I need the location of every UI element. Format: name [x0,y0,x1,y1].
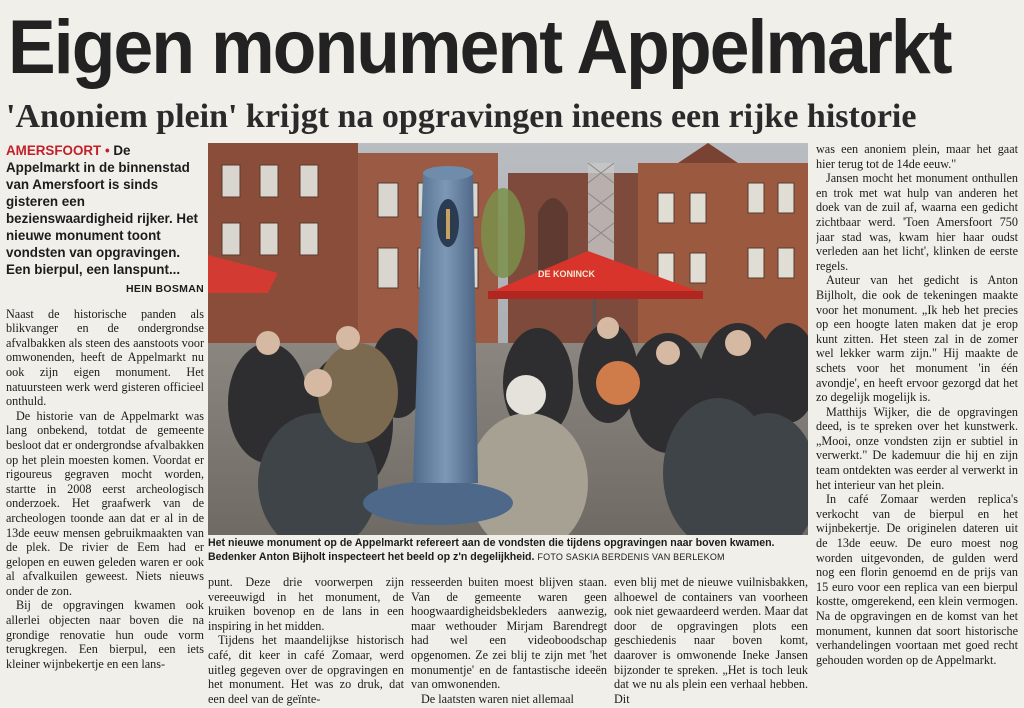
article-photo [208,143,808,535]
column-4 [614,575,808,708]
column-2 [208,575,404,708]
byline: HEIN BOSMAN [126,283,204,295]
body-paragraph: punt. Deze drie voorwerpen zijn vereeuwigd in het monument, de kruiken bovenop en de lans in een inspiring in het midden. [208,575,404,633]
umbrella-brand: DE KONINCK [538,269,596,279]
body-paragraph: Jansen mocht het monument onthullen en trok met wat hulp van anderen het doek van de zuil af, waarna een gedicht zichtbaar werd. 'Toen Amersfoort 750 jaar stad was, kwam hier haar oudst verleden aan het licht', klinken de eerste regels. [816,171,1018,273]
lead-paragraph [6,142,204,278]
body-paragraph: was een anoniem plein, maar het gaat hier terug tot de 14de eeuw." [816,142,1018,171]
body-paragraph: Naast de historische panden als blikvanger en de ondergrondse afvalbakken als steen des aanstoots voor omwonenden, heeft de Appelmarkt nu ook zijn eigen monument. Het natuursteen werk werd gisteren officieel onthuld. [6,306,204,409]
lead-text: De Appelmarkt in de binnenstad van Amersfoort is sinds gisteren een bezienswaardigheid rijker. Het nieuwe monument toont vondsten van opgravingen. Een bierpul, een lanspunt... [6,143,198,277]
photo-credit: FOTO SASKIA BERDENIS VAN BERLEKOM [537,552,725,562]
column-3 [411,575,607,708]
dateline: AMERSFOORT [6,143,102,158]
body-paragraph: De historie van de Appelmarkt was lang onbekend, totdat de gemeente besloot dat er ondergrondse afvalbakken op het plein moesten komen. Voordat er rigoureus gegraven mocht worden, startte in 2008 eerst archeologisch onderzoek. Het graafwerk van de archeologen toonde aan dat er al in de 13de eeuw mensen gebruikmaakten van de plek. De rivier de Eem had er gelopen en euwen geleden waren er ook al afvalkuilen geweest. Niets nieuws onder de zon. [6,408,204,598]
body-paragraph: Matthijs Wijker, die de opgravingen deed, is te spreken over het kunstwerk. „Mooi, onze vondsten zijn er subtiel in verwerkt." De kademuur die hij en zijn team ontdekten was eerder al verwerkt in het interieur van het plein. [816,404,1018,492]
caption-text: Het nieuwe monument op de Appelmarkt refereert aan de vondsten die tijdens opgravingen naar boven kwamen. Bedenker Anton Bijholt inspecteert het beeld op z'n degelijkheid. [208,537,775,563]
body-paragraph: Tijdens het maandelijkse historisch café, dit keer in café Zomaar, werd uitleg gegeven over de opgravingen en het monument. Het was zo druk, dat een deel van de geïnte- [208,633,404,706]
body-paragraph: Bij de opgravingen kwamen ook allerlei objecten naar boven die na grondige renovatie hun oude vorm terugkregen. Een bierpul, een iets kleiner wijnbekertje en een lans- [6,598,204,671]
column-1 [6,142,204,708]
body-paragraph: De laatsten waren niet allemaal [421,691,574,706]
body-paragraph: Auteur van het gedicht is Anton Bijlholt, die ook de tekeningen maakte voor het monument. „Ik heb het precies op een hoogte laten maken dat je erop kunt zitten. Het steen zal in de zomer wel lekker warm zijn." Hij maakte de schets voor het monument 'in één avondje', en heeft ervoor gezorgd dat het zo degelijk mogelijk is. [816,273,1018,405]
body-paragraph: resseerden buiten moest blijven staan. Van de gemeente waren geen hoogwaardigheidsbekleders aanwezig, maar wethouder Mirjam Barendregt had wel een videoboodschap opgenomen. Ze zei blij te zijn met 'het monumentje' en de fantastische ideeën van omwonenden. [411,575,607,692]
body-paragraph: even blij met de nieuwe vuilnisbakken, alhoewel de containers van voorheen ook niet gewaardeerd werden. Maar dat door de opgravingen plots een geschiedenis naar boven komt, daarover is omwonende Ineke Jansen bijzonder te spreken. „Het is toch leuk dat we nu als plein een verhaal hebben. Dit [614,575,808,706]
headline: Eigen monument Appelmarkt [8,5,951,90]
photo-caption [208,536,808,568]
subheadline: 'Anoniem plein' krijgt na opgravingen ineens een rijke historie [6,98,917,135]
body-paragraph: In café Zomaar werden replica's verkocht van de bierpul en het wijnbekertje. De originelen dateren uit de 13de eeuw. De euro moest nog worden uitgevonden, de gulden werd nog een florin genoemd en de prijs van 15 euro voor een replica van een bierpul kostte, omgerekend, een klein vermogen. Na de opgravingen en de komst van het monument, kunnen dat soort historische verhandelingen voortaan met goed recht gehouden worden op de Appelmarkt. [816,492,1018,667]
bullet-icon: • [104,143,110,158]
column-5 [816,142,1018,708]
